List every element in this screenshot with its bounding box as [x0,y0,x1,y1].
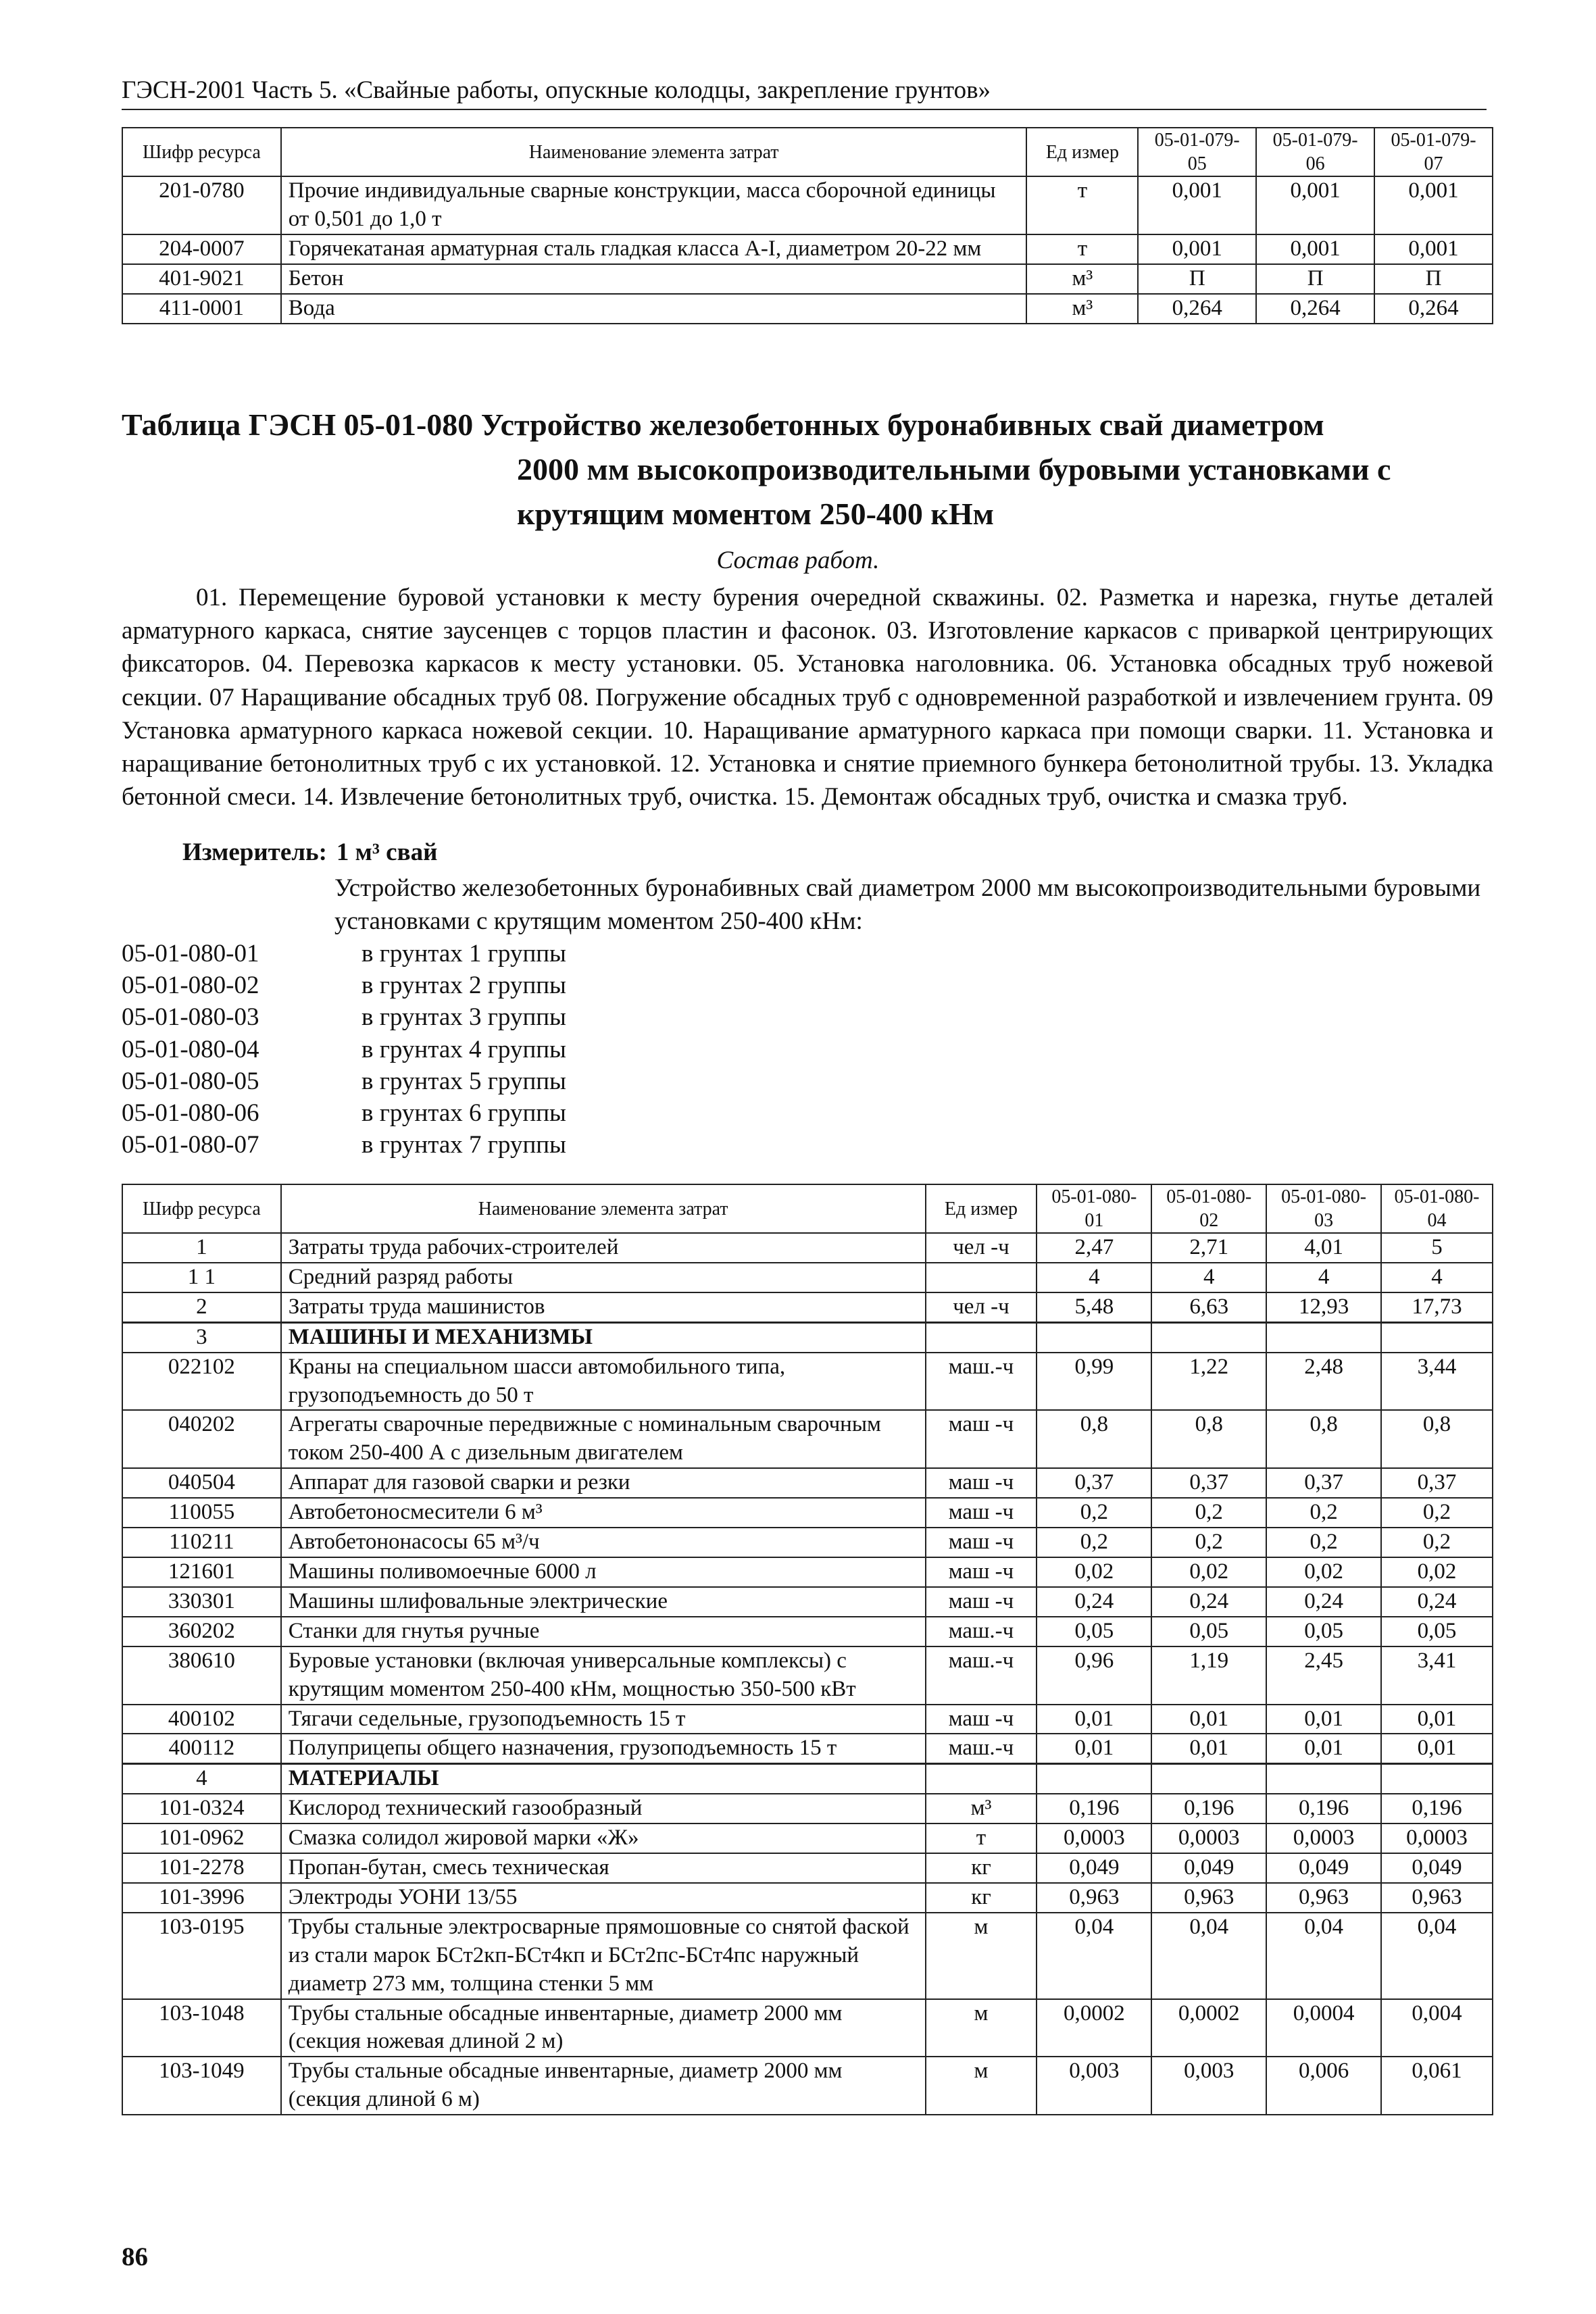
table-cell: 0,963 [1266,1883,1381,1913]
table-header-row [122,1184,1493,1233]
table-cell: 0,003 [1151,2057,1266,2115]
table-row [122,1734,1493,1763]
table-cell [1037,1764,1151,1794]
table-cell: 0,004 [1381,1999,1493,2057]
variant-code: 05-01-080-02 [122,972,259,1000]
table-cell: 0,2 [1037,1498,1151,1528]
table-row [122,1587,1493,1617]
table-cell: 0,2 [1266,1498,1381,1528]
table-cell: 0,0003 [1151,1823,1266,1853]
table-cell: 0,0002 [1037,1999,1151,2057]
table-cell: 0,24 [1151,1587,1266,1617]
table-cell: МАШИНЫ И МЕХАНИЗМЫ [281,1322,926,1352]
variant-label: в грунтах 1 группы [361,940,566,967]
table-cell: 4 [1151,1263,1266,1292]
table-cell: 0,01 [1381,1705,1493,1734]
table-cell: Буровые установки (включая универсальные комплексы) с крутящим моментом 250-400 кНм, мощностью 350-500 кВт [281,1646,926,1705]
table-cell: Прочие индивидуальные сварные конструкции, масса сборочной единицы от 0,501 до 1,0 т [281,176,1027,234]
table-row [122,1853,1493,1883]
column-header: 05-01-079-07 [1374,128,1493,176]
table-title [122,403,1493,536]
column-header: 05-01-080-01 [1037,1184,1151,1233]
table-cell: 101-3996 [122,1883,281,1913]
table-cell: 0,2 [1381,1498,1493,1528]
table-cell: 0,0004 [1266,1999,1381,2057]
table-cell: Аппарат для газовой сварки и резки [281,1468,926,1498]
table-cell: м³ [926,1794,1037,1823]
table-cell: 0,2 [1151,1528,1266,1557]
column-header: Шифр ресурса [122,1184,281,1233]
variant-code: 05-01-080-05 [122,1067,259,1095]
table-cell: 0,196 [1151,1794,1266,1823]
table-cell: 0,049 [1381,1853,1493,1883]
table-cell: Горячекатаная арматурная сталь гладкая класса А-I, диаметром 20-22 мм [281,234,1027,264]
table-cell [926,1322,1037,1352]
table-cell: 2,71 [1151,1233,1266,1263]
table-cell: 0,04 [1266,1913,1381,1999]
table-cell: 0,001 [1138,176,1256,234]
variant-label: в грунтах 4 группы [361,1035,566,1063]
meter-label: Измеритель: [182,838,327,866]
table-cell: маш -ч [926,1705,1037,1734]
table-cell: 0,01 [1266,1705,1381,1734]
table-cell: 0,001 [1256,234,1374,264]
table-cell: 0,01 [1266,1734,1381,1763]
variant-label: в грунтах 6 группы [361,1099,566,1127]
table-row [122,1353,1493,1411]
table-row [122,1883,1493,1913]
table-cell: 0,2 [1381,1528,1493,1557]
table-cell: 0,04 [1381,1913,1493,1999]
table-row [122,1913,1493,1999]
table-cell: м³ [1026,294,1138,324]
table-cell: маш -ч [926,1498,1037,1528]
table-row [122,1528,1493,1557]
table-cell: 0,001 [1374,234,1493,264]
table-cell: 4 [1381,1263,1493,1292]
table-cell: 0,05 [1037,1617,1151,1646]
table-cell: 5,48 [1037,1292,1151,1322]
table-cell: 0,8 [1151,1410,1266,1468]
table-cell: 1 [122,1233,281,1263]
variant-item [122,1001,566,1033]
column-header: Наименование элемента затрат [281,1184,926,1233]
table-cell [926,1263,1037,1292]
table-cell: 0,049 [1151,1853,1266,1883]
section-row [122,1764,1493,1794]
table-cell: 411-0001 [122,294,281,324]
table-cell: 0,24 [1037,1587,1151,1617]
variant-item [122,1034,566,1065]
table-cell: 0,0002 [1151,1999,1266,2057]
table-cell: МАТЕРИАЛЫ [281,1764,926,1794]
table-cell: 4 [122,1764,281,1794]
table-cell: Полуприцепы общего назначения, грузоподъемность 15 т [281,1734,926,1763]
table-cell: 2 [122,1292,281,1322]
table-row [122,294,1493,324]
table-cell: 3,44 [1381,1353,1493,1411]
table-cell: т [926,1823,1037,1853]
table-row [122,1263,1493,1292]
table-row [122,1705,1493,1734]
table-cell: м [926,1913,1037,1999]
table-cell: маш.-ч [926,1734,1037,1763]
table-cell: 0,2 [1266,1528,1381,1557]
table-cell: 0,24 [1381,1587,1493,1617]
table-cell [1037,1322,1151,1352]
variant-code: 05-01-080-04 [122,1035,259,1063]
table-cell: маш.-ч [926,1353,1037,1411]
table-cell: 3,41 [1381,1646,1493,1705]
table-cell: Трубы стальные электросварные прямошовные со снятой фаской из стали марок БСт2кп-БСт4кп и БСт2пс-БСт4пс наружный диаметр 273 мм, толщина стенки 5 мм [281,1913,926,1999]
table-cell: 2,48 [1266,1353,1381,1411]
table-cell: 0,05 [1151,1617,1266,1646]
column-header: Шифр ресурса [122,128,281,176]
table-row [122,1410,1493,1468]
column-header: 05-01-080-03 [1266,1184,1381,1233]
table-cell: 0,04 [1037,1913,1151,1999]
resource-table-080 [122,1184,1493,2115]
meter-value: 1 м³ свай [336,838,438,866]
table-cell: 121601 [122,1557,281,1587]
table-cell: м [926,2057,1037,2115]
variant-code: 05-01-080-06 [122,1099,259,1127]
table-cell: маш.-ч [926,1617,1037,1646]
table-cell: 022102 [122,1353,281,1411]
table-cell: 0,8 [1266,1410,1381,1468]
running-header: ГЭСН-2001 Часть 5. «Свайные работы, опускные колодцы, закрепление грунтов» [122,76,1487,110]
table-cell: 0,01 [1151,1734,1266,1763]
table-cell: 0,05 [1266,1617,1381,1646]
table-cell: 12,93 [1266,1292,1381,1322]
work-composition-heading: Состав работ. [716,547,880,574]
variants-intro: Устройство железобетонных буронабивных свай диаметром 2000 мм высокопроизводительными буровыми установками с крутящим моментом 250-400 кНм: [334,874,1481,936]
table-cell: 201-0780 [122,176,281,234]
table-cell: 0,0003 [1037,1823,1151,1853]
table-cell: Трубы стальные обсадные инвентарные, диаметр 2000 мм (секция ножевая длиной 2 м) [281,1999,926,2057]
table-cell: 360202 [122,1617,281,1646]
table-cell: т [1026,234,1138,264]
table-cell: маш -ч [926,1528,1037,1557]
table-cell: Смазка солидол жировой марки «Ж» [281,1823,926,1853]
table-cell: кг [926,1883,1037,1913]
table-row [122,1999,1493,2057]
table-cell: 0,96 [1037,1646,1151,1705]
table-cell: П [1138,264,1256,294]
table-cell: маш -ч [926,1557,1037,1587]
column-header: 05-01-079-05 [1138,128,1256,176]
table-cell [1151,1322,1266,1352]
variant-label: в грунтах 2 группы [361,972,566,1000]
table-cell: 0,24 [1266,1587,1381,1617]
table-cell: 380610 [122,1646,281,1705]
table-cell [926,1764,1037,1794]
table-cell: П [1256,264,1374,294]
section-row [122,1322,1493,1352]
table-cell: 0,0003 [1266,1823,1381,1853]
table-cell: 0,963 [1037,1883,1151,1913]
table-cell: маш -ч [926,1468,1037,1498]
table-row [122,1468,1493,1498]
table-row [122,1233,1493,1263]
table-title-line: крутящим моментом 250-400 кНм [517,496,995,531]
table-cell: 0,02 [1037,1557,1151,1587]
table-cell: 0,37 [1037,1468,1151,1498]
table-cell: Электроды УОНИ 13/55 [281,1883,926,1913]
table-row [122,2057,1493,2115]
table-cell: 0,049 [1266,1853,1381,1883]
table-cell: 0,8 [1037,1410,1151,1468]
table-title-line: Таблица ГЭСН 05-01-080 Устройство железобетонных буронабивных свай диаметром [122,407,1324,442]
table-cell: 2,45 [1266,1646,1381,1705]
table-cell: 110055 [122,1498,281,1528]
table-cell: 2,47 [1037,1233,1151,1263]
table-cell: Краны на специальном шасси автомобильного типа, грузоподъемность до 50 т [281,1353,926,1411]
table-cell: 040202 [122,1410,281,1468]
table-cell: 103-1049 [122,2057,281,2115]
table-cell: Вода [281,294,1027,324]
table-cell: 0,196 [1381,1794,1493,1823]
table-cell: 0,02 [1381,1557,1493,1587]
table-cell: 0,196 [1266,1794,1381,1823]
variant-item [122,938,566,970]
table-cell: 110211 [122,1528,281,1557]
table-cell: 400102 [122,1705,281,1734]
column-header: 05-01-079-06 [1256,128,1374,176]
table-cell: 401-9021 [122,264,281,294]
table-cell: 101-2278 [122,1853,281,1883]
table-cell: 1 1 [122,1263,281,1292]
table-cell: Трубы стальные обсадные инвентарные, диаметр 2000 мм (секция длиной 6 м) [281,2057,926,2115]
table-cell: 4 [1037,1263,1151,1292]
table-cell: Машины шлифовальные электрические [281,1587,926,1617]
table-cell: 0,8 [1381,1410,1493,1468]
table-cell: 0,2 [1037,1528,1151,1557]
table-cell: 0,99 [1037,1353,1151,1411]
table-cell: 1,22 [1151,1353,1266,1411]
variant-item [122,1097,566,1129]
table-cell: 0,02 [1151,1557,1266,1587]
table-cell: 0,2 [1151,1498,1266,1528]
table-cell: 4,01 [1266,1233,1381,1263]
table-cell: м³ [1026,264,1138,294]
table-cell: Затраты труда рабочих-строителей [281,1233,926,1263]
table-row [122,1646,1493,1705]
table-cell: 0,006 [1266,2057,1381,2115]
table-cell: 0,05 [1381,1617,1493,1646]
table-cell: кг [926,1853,1037,1883]
table-cell: чел -ч [926,1233,1037,1263]
column-header: 05-01-080-04 [1381,1184,1493,1233]
table-cell: 0,01 [1381,1734,1493,1763]
table-cell: Агрегаты сварочные передвижные с номинальным сварочным током 250-400 А с дизельным двигателем [281,1410,926,1468]
table-row [122,264,1493,294]
table-cell: маш -ч [926,1587,1037,1617]
table-row [122,1823,1493,1853]
table-cell: 0,264 [1138,294,1256,324]
table-cell: маш -ч [926,1410,1037,1468]
table-cell: Автобетононасосы 65 м³/ч [281,1528,926,1557]
variant-label: в грунтах 7 группы [361,1131,566,1159]
table-cell: 0,003 [1037,2057,1151,2115]
column-header: 05-01-080-02 [1151,1184,1266,1233]
table-cell: 1,19 [1151,1646,1266,1705]
table-cell: маш.-ч [926,1646,1037,1705]
table-cell: 0,02 [1266,1557,1381,1587]
variants-list [122,938,566,1161]
table-cell: 103-1048 [122,1999,281,2057]
column-header: Наименование элемента затрат [281,128,1027,176]
table-cell: Бетон [281,264,1027,294]
table-row [122,234,1493,264]
table-header-row [122,128,1493,176]
table-cell: Станки для гнутья ручные [281,1617,926,1646]
table-title-line: 2000 мм высокопроизводительными буровыми установками с [517,451,1391,486]
table-cell: 0,001 [1138,234,1256,264]
table-cell: 0,061 [1381,2057,1493,2115]
table-cell: 0,01 [1037,1734,1151,1763]
table-cell: 4 [1266,1263,1381,1292]
table-cell: Автобетоносмесители 6 м³ [281,1498,926,1528]
table-cell: 330301 [122,1587,281,1617]
table-cell: 0,963 [1151,1883,1266,1913]
table-cell: 0,963 [1381,1883,1493,1913]
table-cell: т [1026,176,1138,234]
variant-label: в грунтах 5 группы [361,1067,566,1095]
table-cell: 204-0007 [122,234,281,264]
table-cell [1266,1764,1381,1794]
table-cell: 0,37 [1381,1468,1493,1498]
table-cell: 400112 [122,1734,281,1763]
table-row [122,1794,1493,1823]
table-cell: 0,049 [1037,1853,1151,1883]
table-cell: 0,264 [1374,294,1493,324]
table-cell: Затраты труда машинистов [281,1292,926,1322]
table-cell: 0,01 [1037,1705,1151,1734]
table-cell: 101-0324 [122,1794,281,1823]
meter-line [182,838,437,867]
table-cell: 040504 [122,1468,281,1498]
variant-code: 05-01-080-03 [122,1003,259,1032]
table-cell: 17,73 [1381,1292,1493,1322]
table-cell: 0,001 [1374,176,1493,234]
table-cell: чел -ч [926,1292,1037,1322]
table-cell: 0,04 [1151,1913,1266,1999]
table-cell: 103-0195 [122,1913,281,1999]
variant-item [122,970,566,1001]
work-composition-text: 01. Перемещение буровой установки к месту бурения очередной скважины. 02. Разметка и нарезка, гнутье деталей арматурного каркаса, снятие заусенцев с торцов пластин и фасонок. 03. Изготовление каркасов с приваркой центрирующих фиксаторов. 04. Перевозка каркасов к месту установки. 05. Установка наголовника. 06. Установка обсадных труб ножевой секции. 07 Наращивание обсадных труб 08. Погружение обсадных труб с одновременной разработкой и извлечением грунта. 09 Установка арматурного каркаса ножевой секции. 10. Наращивание арматурного каркаса при помощи сварки. 11. Установка и наращивание бетонолитных труб с их установкой. 12. Установка и снятие приемного бункера бетонолитной трубы. 13. Укладка бетонной смеси. 14. Извлечение бетонолитных труб, очистка. 15. Демонтаж обсадных труб, очистка и смазка труб. [122,584,1493,811]
variant-label: в грунтах 3 группы [361,1003,566,1032]
table-cell: Тягачи седельные, грузоподъемность 15 т [281,1705,926,1734]
table-cell [1381,1764,1493,1794]
table-cell: 0,001 [1256,176,1374,234]
table-cell: 6,63 [1151,1292,1266,1322]
table-cell: Кислород технический газообразный [281,1794,926,1823]
table-cell: 0,37 [1151,1468,1266,1498]
table-cell: 3 [122,1322,281,1352]
variant-item [122,1129,566,1161]
table-cell: 5 [1381,1233,1493,1263]
table-cell [1266,1322,1381,1352]
table-row [122,1498,1493,1528]
column-header: Ед измер [926,1184,1037,1233]
table-cell: 0,0003 [1381,1823,1493,1853]
page-number: 86 [122,2242,148,2271]
variant-item [122,1065,566,1097]
table-cell: 0,264 [1256,294,1374,324]
table-cell [1151,1764,1266,1794]
column-header: Ед измер [1026,128,1138,176]
variant-code: 05-01-080-07 [122,1131,259,1159]
resource-table-079 [122,127,1493,324]
table-cell: 0,196 [1037,1794,1151,1823]
table-cell: Средний разряд работы [281,1263,926,1292]
variant-code: 05-01-080-01 [122,940,259,967]
table-row [122,1617,1493,1646]
table-row [122,1292,1493,1322]
table-cell: П [1374,264,1493,294]
table-cell: м [926,1999,1037,2057]
table-row [122,176,1493,234]
table-cell: 0,01 [1151,1705,1266,1734]
table-cell: 0,37 [1266,1468,1381,1498]
table-cell: Машины поливомоечные 6000 л [281,1557,926,1587]
table-cell: 101-0962 [122,1823,281,1853]
table-cell [1381,1322,1493,1352]
table-cell: Пропан-бутан, смесь техническая [281,1853,926,1883]
table-row [122,1557,1493,1587]
